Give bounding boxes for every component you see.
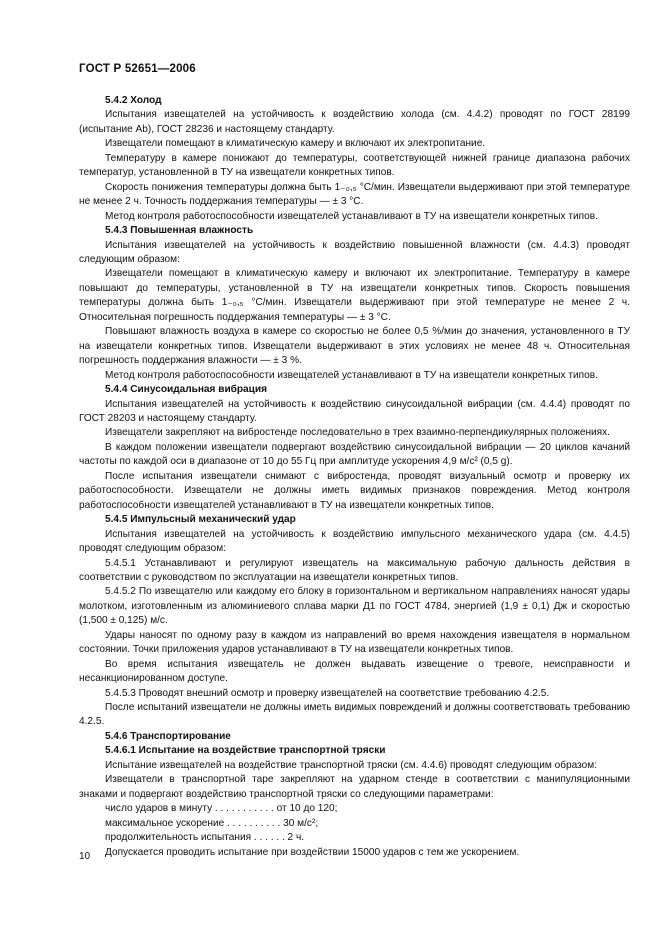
paragraph: Испытания извещателей на устойчивость к воздействию импульсного механического удара (см. 4.4.5) проводят следующим образом: [79,528,630,555]
paragraph: Скорость понижения температуры должна быть 1₋₀,₅ °C/мин. Извещатели выдерживают при этой температуре не менее 2 ч. Точность поддержания температуры — ± 3 °C. [79,181,630,208]
document-header: ГОСТ Р 52651—2006 [79,63,196,75]
paragraph: Извещатели в транспортной таре закрепляют на ударном стенде в соответствии с манипуляционными знаками и подвергают воздействию транспортной тряски со следующими параметрами: [79,774,630,800]
section-heading: 5.4.6.1 Испытание на воздействие транспортной тряски [105,745,386,757]
section-heading: 5.4.4 Синусоидальная вибрация [105,384,267,396]
paragraph: Повышают влажность воздуха в камере со скоростью не более 0,5 %/мин до значения, установленного в ТУ на извещатели конкретных типов. Извещатели выдерживают в этих условиях не менее 48 ч. Относительная погрешность поддержания влажности — ± 3 %. [79,326,630,367]
paragraph: После испытаний извещатели не должны иметь видимых повреждений и должны соответствовать требованию 4.2.5. [79,702,630,728]
paragraph: Метод контроля работоспособности извещателей устанавливают в ТУ на извещатели конкретных типов. [105,210,598,222]
paragraph: Испытания извещателей на устойчивость к воздействию холода (см. 4.4.2) проводят по ГОСТ 28199 (испытание Ab), ГОСТ 28236 и настоящему стандарту. [79,109,630,135]
paragraph: Извещатели помещают в климатическую камеру и включают их электропитание. [105,138,486,150]
document-body [79,94,630,860]
paragraph: Извещатели помещают в климатическую камеру и включают их электропитание. Температуру в камере повышают до температуры, установленной в ТУ на извещатели конкретных типов. Скорость повышения температуры должна быть 1₋₀,₅ °C/мин. Извещатели выдерживают при этой температуре не менее 2 ч. Относительная погрешность поддержания температуры — ± 3 °C. [79,268,630,323]
paragraph: Извещатели закрепляют на вибростенде последовательно в трех взаимно-перпендикулярных положениях. [105,427,610,439]
paragraph: Допускается проводить испытание при воздействии 15000 ударов с тем же ускорением. [105,846,520,858]
section-heading: 5.4.3 Повышенная влажность [105,225,254,237]
paragraph: 5.4.5.1 Устанавливают и регулируют извещатель на максимальную рабочую дальность действия в соответствии с руководством по эксплуатации на извещатели конкретных типов. [79,557,630,583]
section-heading: 5.4.6 Транспортирование [105,730,231,742]
parameter-list-item: максимальное ускорение . . . . . . . . . . 30 м/с²; [105,817,319,829]
paragraph: Во время испытания извещатель не должен выдавать извещение о тревоге, неисправности и несанкционированном доступе. [79,658,630,685]
parameter-list-item: число ударов в минуту . . . . . . . . . . . от 10 до 120; [105,803,338,815]
paragraph: В каждом положении извещатели подвергают воздействию синусоидальной вибрации — 20 циклов качаний частоты по каждой оси в диапазоне от 10 до 55 Гц при амплитуде ускорения 4,9 м/с² (0,5 g). [79,441,630,468]
paragraph: 5.4.5.3 Проводят внешний осмотр и проверку извещателей на соответствие требованию 4.2.5. [105,687,550,699]
paragraph: Удары наносят по одному разу в каждом из направлений во время нахождения извещателя в нормальном состоянии. Точки приложения ударов устанавливают в ТУ на извещатели конкретных типов. [79,629,630,656]
paragraph: После испытания извещатели снимают с вибростенда, проводят визуальный осмотр и проверку их работоспособности. Извещатели не должны иметь видимых признаков повреждения. Метод контроля работоспособности извещателей устанавливают в ТУ на извещатели конкретных типов. [79,470,630,511]
paragraph: Испытания извещателей на устойчивость к воздействию повышенной влажности (см. 4.4.3) проводят следующим образом: [79,239,630,265]
paragraph: Метод контроля работоспособности извещателей устанавливают в ТУ на извещатели конкретных типов. [105,369,598,381]
paragraph: Испытание извещателей на воздействие транспортной тряски (см. 4.4.6) проводят следующим образом: [105,759,597,771]
paragraph: Температуру в камере понижают до температуры, соответствующей нижней границе диапазона рабочих температур, установленной в ТУ на извещатели конкретных типов. [79,152,630,179]
section-heading: 5.4.2 Холод [105,95,162,106]
page-number: 10 [79,851,91,862]
paragraph: 5.4.5.2 По извещателю или каждому его блоку в горизонтальном и вертикальном направлениях наносят удары молотком, изготовленным из алюминиевого сплава марки Д1 по ГОСТ 4784, энергией (1,9 ± 0,1) Дж и скоростью (1,500 ± 0,125) м/с. [79,586,630,627]
paragraph: Испытания извещателей на устойчивость к воздействию синусоидальной вибрации (см. 4.4.4) проводят по ГОСТ 28203 и настоящему стандарту. [79,398,630,424]
section-heading: 5.4.5 Импульсный механический удар [105,514,296,526]
parameter-list-item: продолжительность испытания . . . . . . 2 ч. [105,832,305,844]
